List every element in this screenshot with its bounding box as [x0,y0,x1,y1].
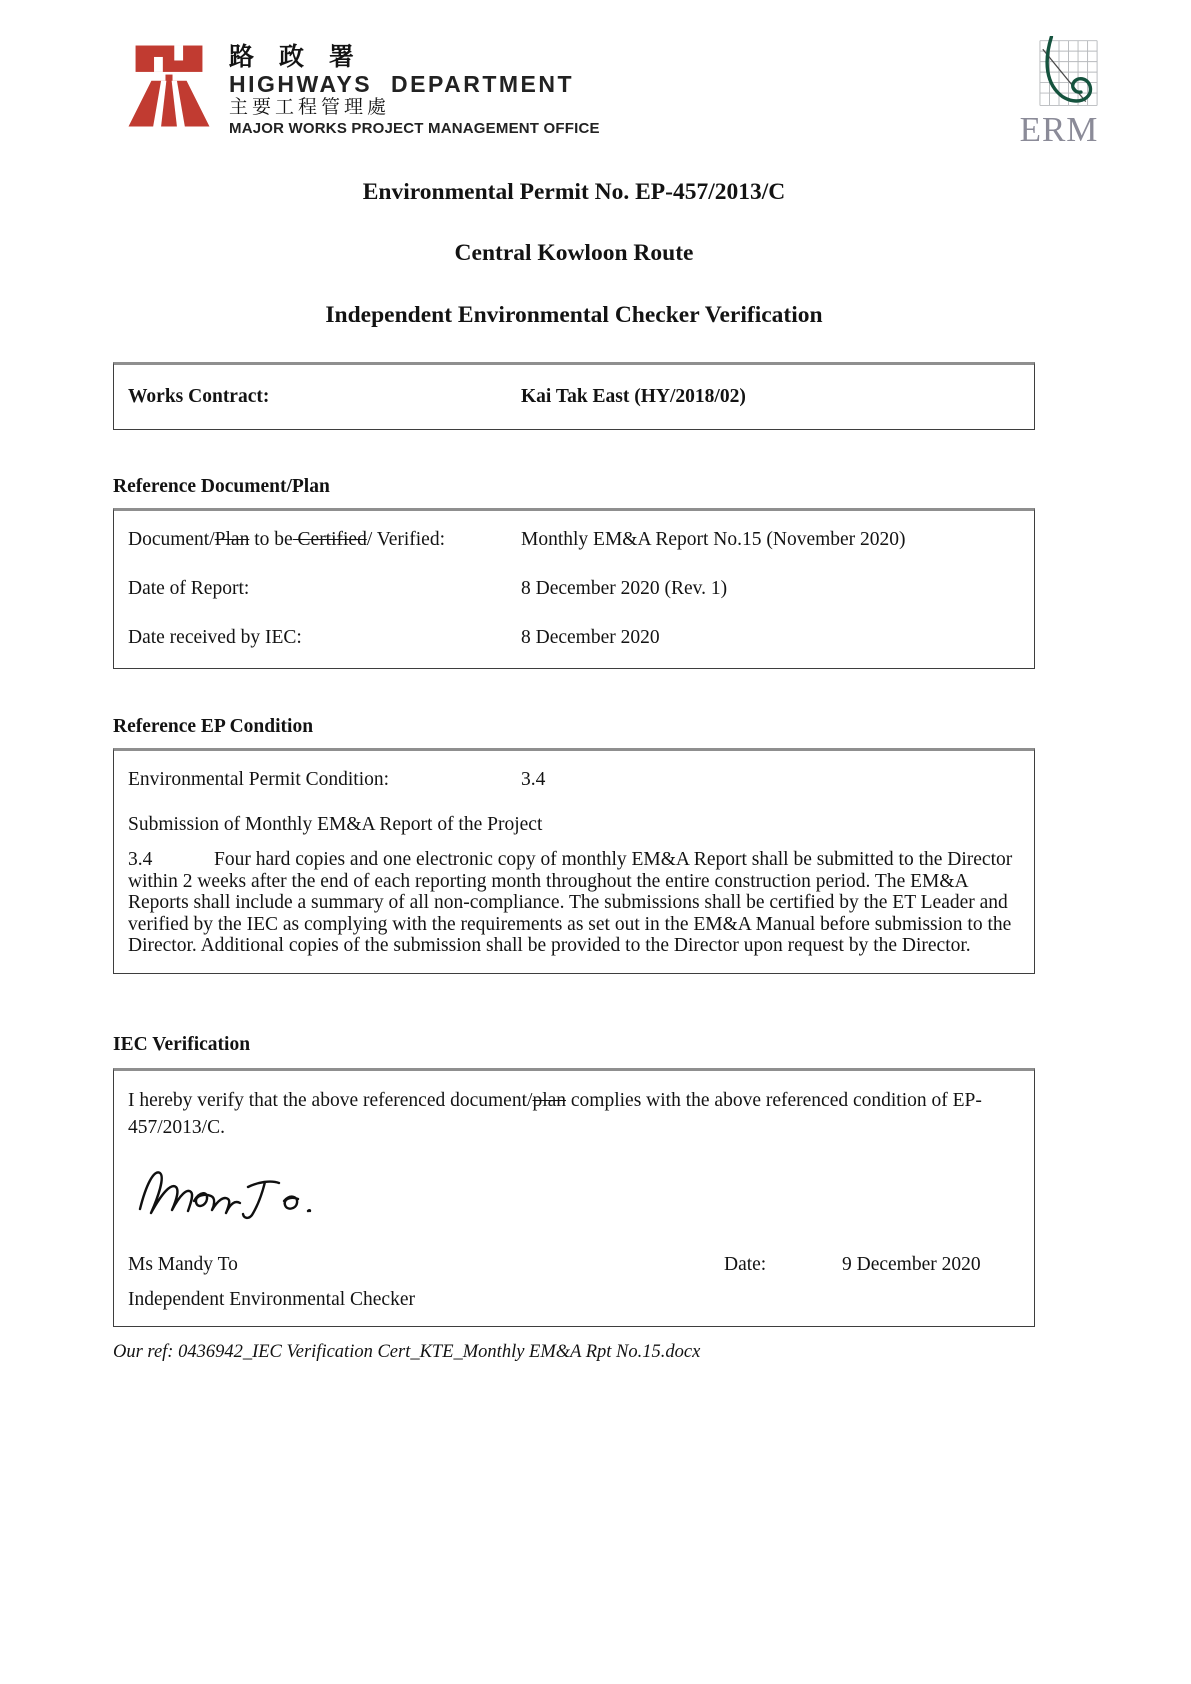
iec-verification-box [113,1068,1035,1327]
ep-condition-table [113,748,1035,974]
statement-strike-plan: plan [532,1089,567,1111]
highways-department-icon [125,42,213,130]
ep-condition-value: 3.4 [521,769,546,790]
highways-department-text [229,42,600,138]
title-project-name: Central Kowloon Route [454,240,694,266]
header [0,0,1191,149]
works-contract-table [113,362,1035,430]
date-received-label: Date received by IEC: [128,627,302,648]
document-verified-label [114,528,521,552]
hd-chinese-office: 主要工程管理處 [229,97,391,118]
ep-condition-label: Environmental Permit Condition: [128,769,390,790]
hd-english-name: HIGHWAYS DEPARTMENT [229,71,575,97]
our-ref-line: Our ref: 0436942_IEC Verification Cert_KTE_Monthly EM&A Rpt No.15.docx [113,1341,701,1362]
date-of-report-value: 8 December 2020 (Rev. 1) [521,578,728,599]
label-strike-plan: Plan [214,529,250,550]
erm-spiral-icon [1019,36,1099,112]
reference-document-heading: Reference Document/Plan [113,476,330,497]
erm-wordmark: ERM [1019,110,1099,149]
label-part: to be [249,529,293,550]
erm-logo [1019,36,1099,147]
label-strike-certified: Certified [292,529,367,550]
signature-row [128,1253,1020,1277]
date-received-value: 8 December 2020 [521,627,660,648]
date-label: Date: [724,1253,767,1275]
statement-part: complies with the above referenced condition of EP-457/2013/C. [128,1089,982,1138]
clause-text: Four hard copies and one electronic copy of monthly EM&A Report shall be submitted to the Director within 2 weeks after the end of each reporting month throughout the entire construction period. The EM&A Reports shall include a summary of all non-compliance. The submissions shall be certified by the ET Leader and verified by the IEC as complying with the requirements as set out in the EM&A Manual before submission to the Director. Additional copies of the submission shall be provided to the Director upon request by the Director. [128,849,1013,956]
label-part: Document/ [128,529,215,550]
reference-document-table [113,508,1035,669]
table-row [114,755,1034,803]
label-part: / Verified: [366,529,446,550]
title-document-type: Independent Environmental Checker Verification [325,302,823,328]
ep-condition-clause [114,849,1034,957]
date-of-report-label: Date of Report: [128,578,250,599]
iec-verification-heading: IEC Verification [113,1033,251,1055]
hd-english-office: MAJOR WORKS PROJECT MANAGEMENT OFFICE [229,120,600,137]
works-contract-label: Works Contract: [128,386,270,407]
date-value: 9 December 2020 [842,1253,981,1275]
table-row [114,564,1034,613]
works-contract-value: Kai Tak East (HY/2018/02) [521,386,746,407]
table-row [114,515,1034,564]
verification-statement [128,1087,1020,1141]
signature-image [132,1157,342,1231]
signer-name: Ms Mandy To [128,1253,238,1275]
statement-part: I hereby verify that the above referenced document/ [128,1089,533,1111]
table-row [114,613,1034,662]
ep-condition-heading: Reference EP Condition [113,716,314,737]
title-permit-number: Environmental Permit No. EP-457/2013/C [362,179,786,205]
ep-condition-subheading: Submission of Monthly EM&A Report of the Project [128,814,543,835]
hd-chinese-name: 路 政 署 [229,43,363,71]
clause-number: 3.4 [128,849,153,870]
highways-department-logo [125,42,600,138]
document-verified-value: Monthly EM&A Report No.15 (November 2020) [521,529,906,550]
signer-title: Independent Environmental Checker [128,1288,415,1310]
